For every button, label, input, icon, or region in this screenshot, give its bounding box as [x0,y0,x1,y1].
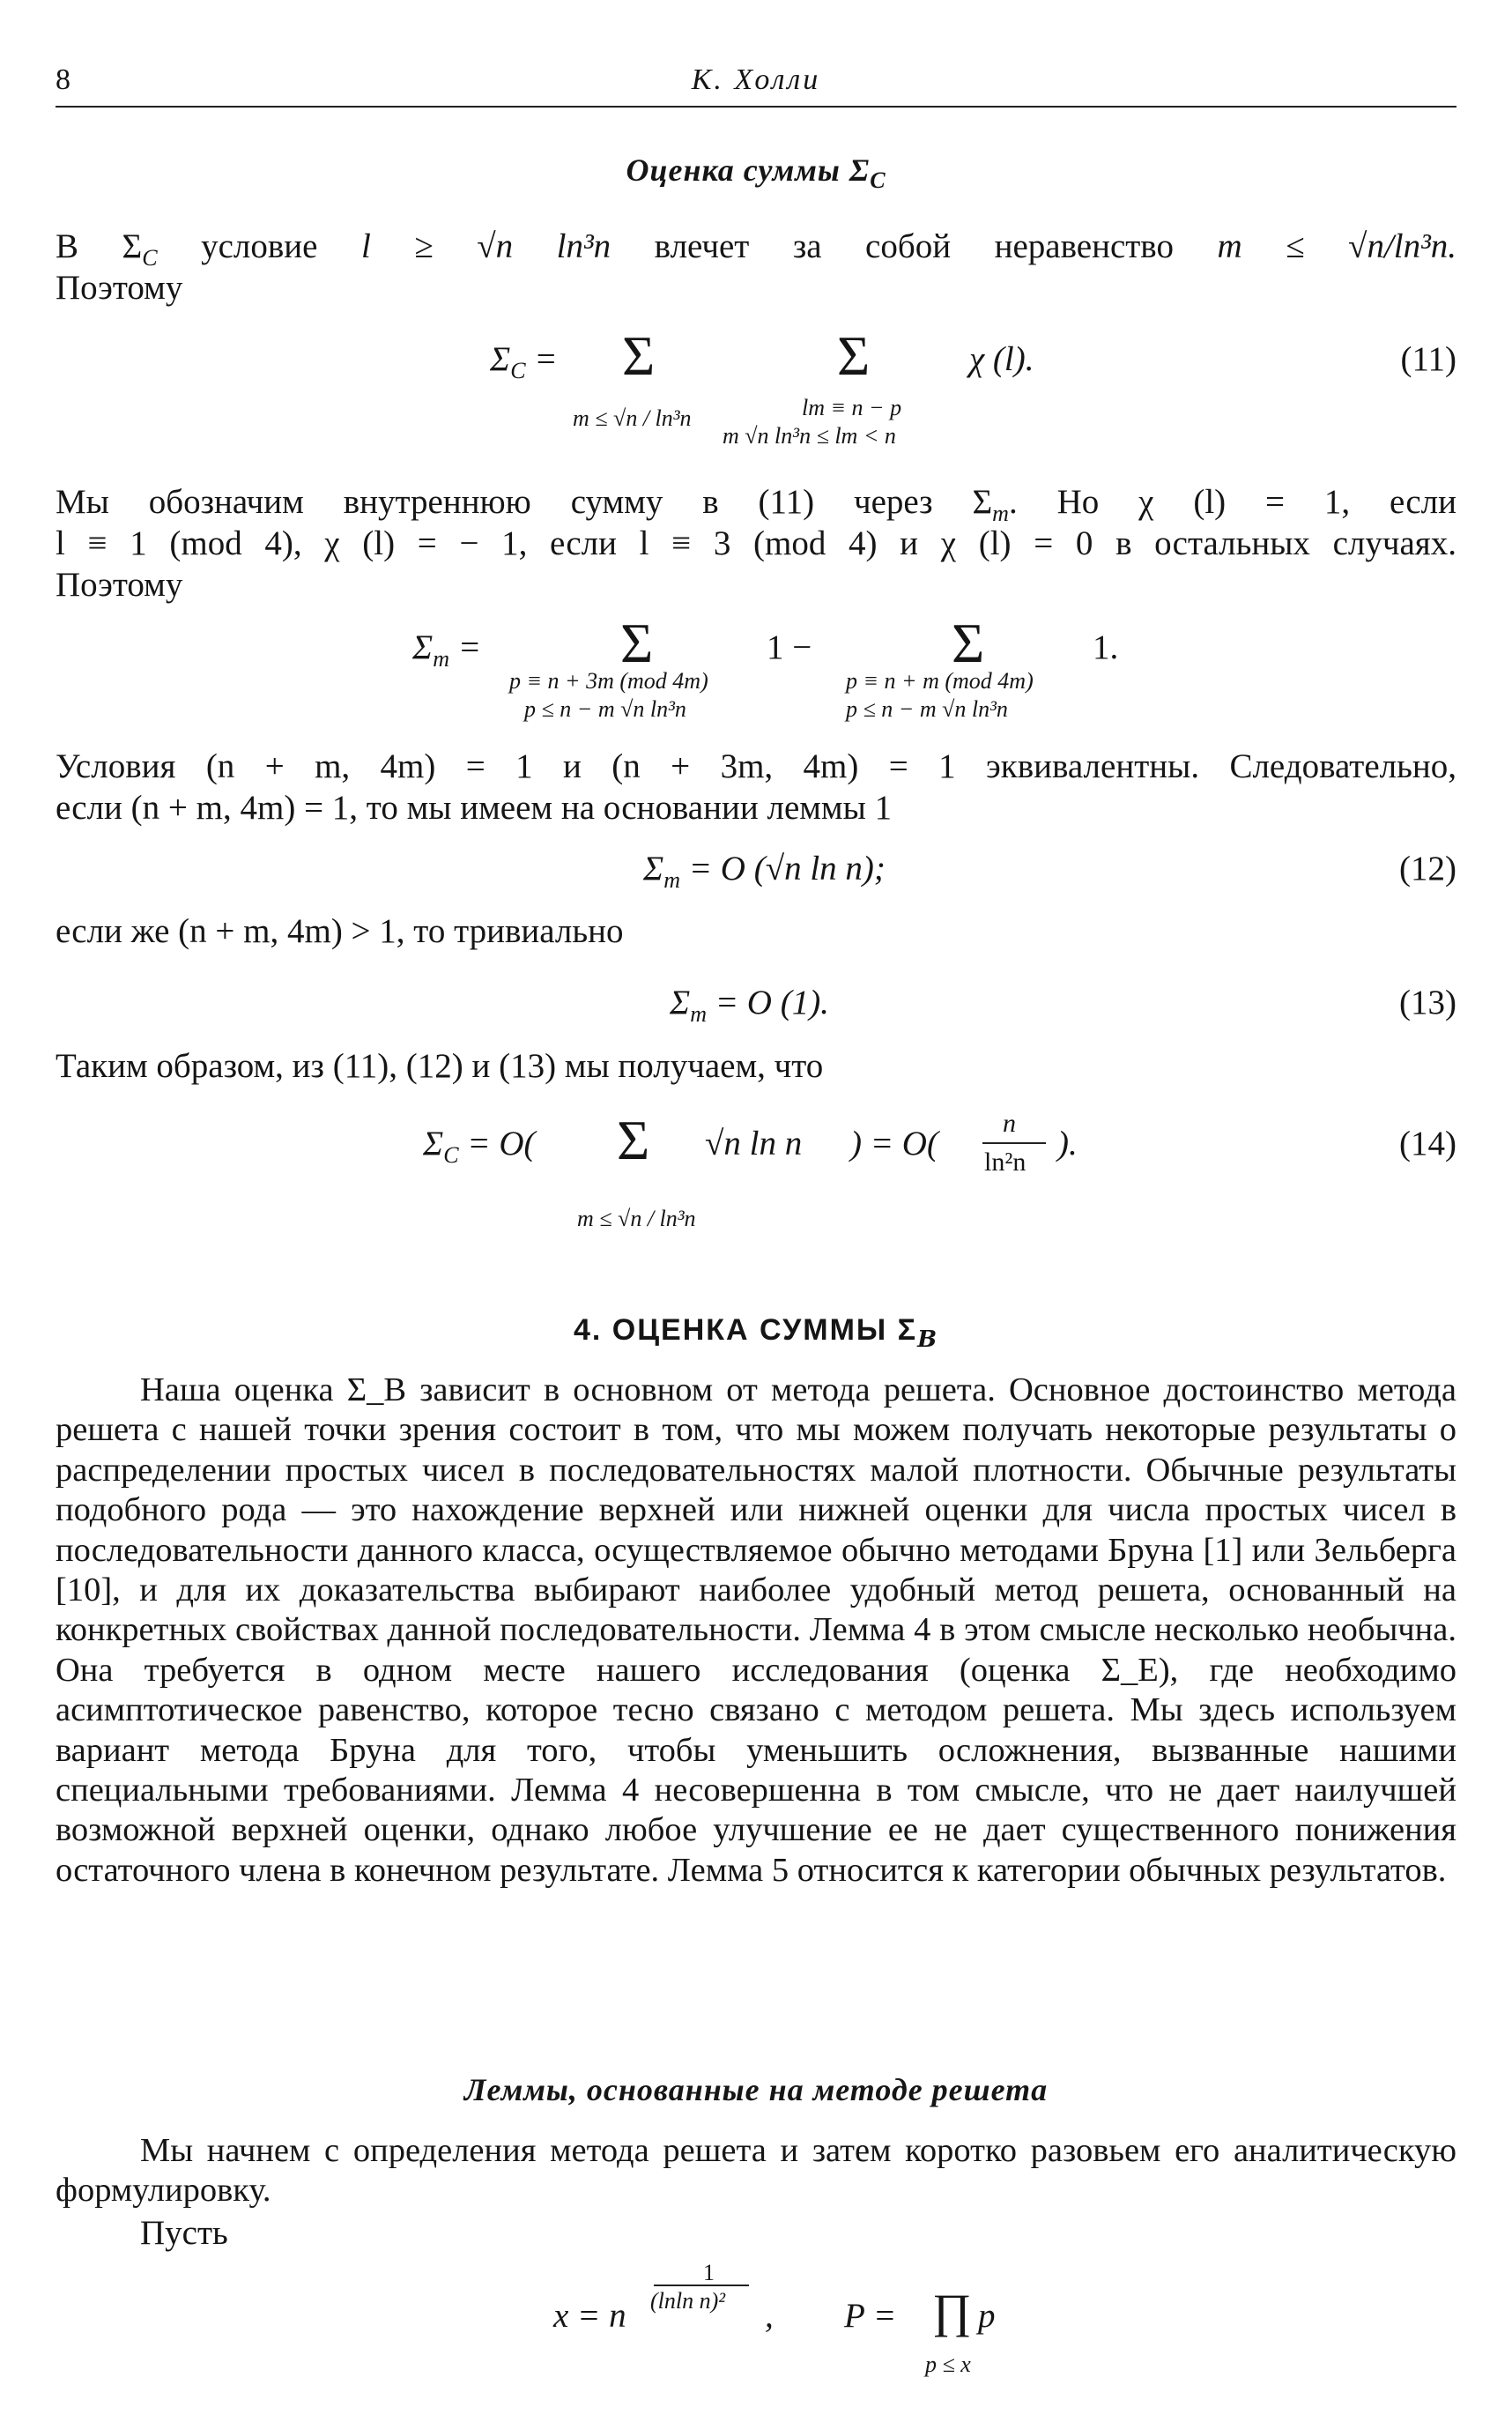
equation-number: (14) [1399,1125,1456,1163]
text-line: l ≡ 1 (mod 4), χ (l) = − 1, если l ≡ 3 (mod 4) и χ (l) = 0 в остальных случаях. [56,524,1456,562]
eq-x-comma: , [765,2297,774,2335]
text-line: Мы обозначим внутреннюю сумму в (11) через $\Sigma_m$. Но χ (l) = 1, если [56,483,1456,526]
eq-x-exp-num: 1 [703,2260,715,2285]
section-heading-sieve: Леммы, основанные на методе решета [463,2072,1049,2107]
equation-number: (12) [1399,850,1456,888]
eqm-sum1-limit: p ≡ n + 3m (mod 4m) [509,668,708,694]
eq11-sum2-limit: lm ≡ n − p [802,395,902,420]
eqm-term: 1. [1093,628,1119,666]
eq13: $\Sigma_m = O$ (1). [670,984,829,1027]
fraction-bar [982,1142,1046,1144]
sum-symbol: Σ [617,1109,650,1171]
text-line: Таким образом, из (11), (12) и (13) мы получаем, что [56,1047,824,1085]
eq14-close: ) = O( [850,1125,938,1163]
eqm-sum2-limit: p ≤ n − m √n ln³n [846,696,1008,722]
product-symbol: ∏ [932,2285,972,2337]
sum-symbol: Σ [952,612,985,674]
eq-x: x = n [553,2297,626,2335]
header-rule [56,106,1456,108]
eqm-lhs: $\Sigma_m$ = [412,628,482,672]
running-title: К. Холли [691,63,821,96]
eq14-frac-num: n [1003,1109,1016,1138]
text-line: Поэтому [56,269,183,307]
eq-p: P = [844,2297,897,2335]
section-heading-sigma-b: 4. ОЦЕНКА СУММЫ $\Sigma_B$ [573,1313,939,1353]
eq-x-exp-den: (lnln n)² [650,2288,726,2314]
text-line: В $\Sigma_C$ условие l ≥ √n ln³n влечет за собой неравенство m ≤ √n/ln³n. [56,227,1457,271]
eq11-sum2-limit: m √n ln³n ≤ lm < n [723,423,896,449]
sum-symbol: Σ [620,612,654,674]
sum-symbol: Σ [622,324,656,387]
text-line: Условия (n + m, 4m) = 1 и (n + 3m, 4m) = 1 эквивалентны. Следовательно, [56,747,1456,785]
eq11-lhs: $\Sigma_C$ = [490,340,558,383]
page-number: 8 [56,63,70,96]
eq11-sum1-limit: m ≤ √n / ln³n [573,405,692,431]
text-line: если же (n + m, 4m) > 1, то тривиально [56,912,624,950]
eq12: $\Sigma_m = O$ (√n ln n); [643,850,886,893]
fraction-bar [654,2285,749,2286]
text-line: Поэтому [56,566,183,604]
eqm-sum2-limit: p ≡ n + m (mod 4m) [846,668,1034,694]
paragraph-sigma-b: Наша оценка Σ_B зависит в основном от метода решета. Основное достоинство метода решета с нашей точки зрения состоит в том, что мы можем получать некоторые результаты о распределении простых чисел в последовательностях малой плотности. Обычные результаты подобного рода — это нахождение верхней или нижней оценки для числа простых чисел в последовательности данного класса, осуществляемое обычно методами Бруна [1] или Зельберга [10], и для их доказательства выбирают наиболее удобный метод решета, основанный на конкретных свойствах данной последовательности. Лемма 4 в этом смысле несколько необычна. Она требуется в одном месте нашего исследования (оценка Σ_E), где необходимо асимптотическое равенство, которое тесно связано с методом решета. Мы здесь используем вариант метода Бруна для того, чтобы уменьшить осложнения, вызванные нашими специальными требованиями. Лемма 4 несовершенна в том смысле, что не дает наилучшей возможной верхней оценки, однако любое улучшение ее не дает существенного понижения остаточного члена в конечном результате. Лемма 5 относится к категории обычных результатов. [56,1371,1456,1889]
eq-p-limit: p ≤ x [925,2351,971,2377]
equation-number: (11) [1400,340,1456,378]
eq11-term: χ (l). [969,340,1034,378]
sum-symbol: Σ [837,324,871,387]
equation-number: (13) [1399,984,1456,1022]
eq14-end: ). [1057,1125,1078,1163]
text-line: Пусть [140,2214,228,2252]
eq14-frac-den: ln²n [984,1148,1027,1177]
paragraph-sieve: Мы начнем с определения метода решета и затем коротко разовьем его аналитическую формулировку. [56,2132,1456,2210]
eq14-lhs: $\Sigma_C = O$( [423,1125,536,1168]
eq14-term: √n ln n [705,1125,803,1163]
section-heading-sigma-c: Оценка суммы $\Sigma_C$ [626,152,886,194]
eqm-sum1-limit: p ≤ n − m √n ln³n [524,696,686,722]
eq14-limit: m ≤ √n / ln³n [577,1206,696,1231]
eqm-term: 1 − [767,628,812,666]
eq-p-var: p [978,2297,996,2335]
text-line: если (n + m, 4m) = 1, то мы имеем на основании леммы 1 [56,789,893,827]
